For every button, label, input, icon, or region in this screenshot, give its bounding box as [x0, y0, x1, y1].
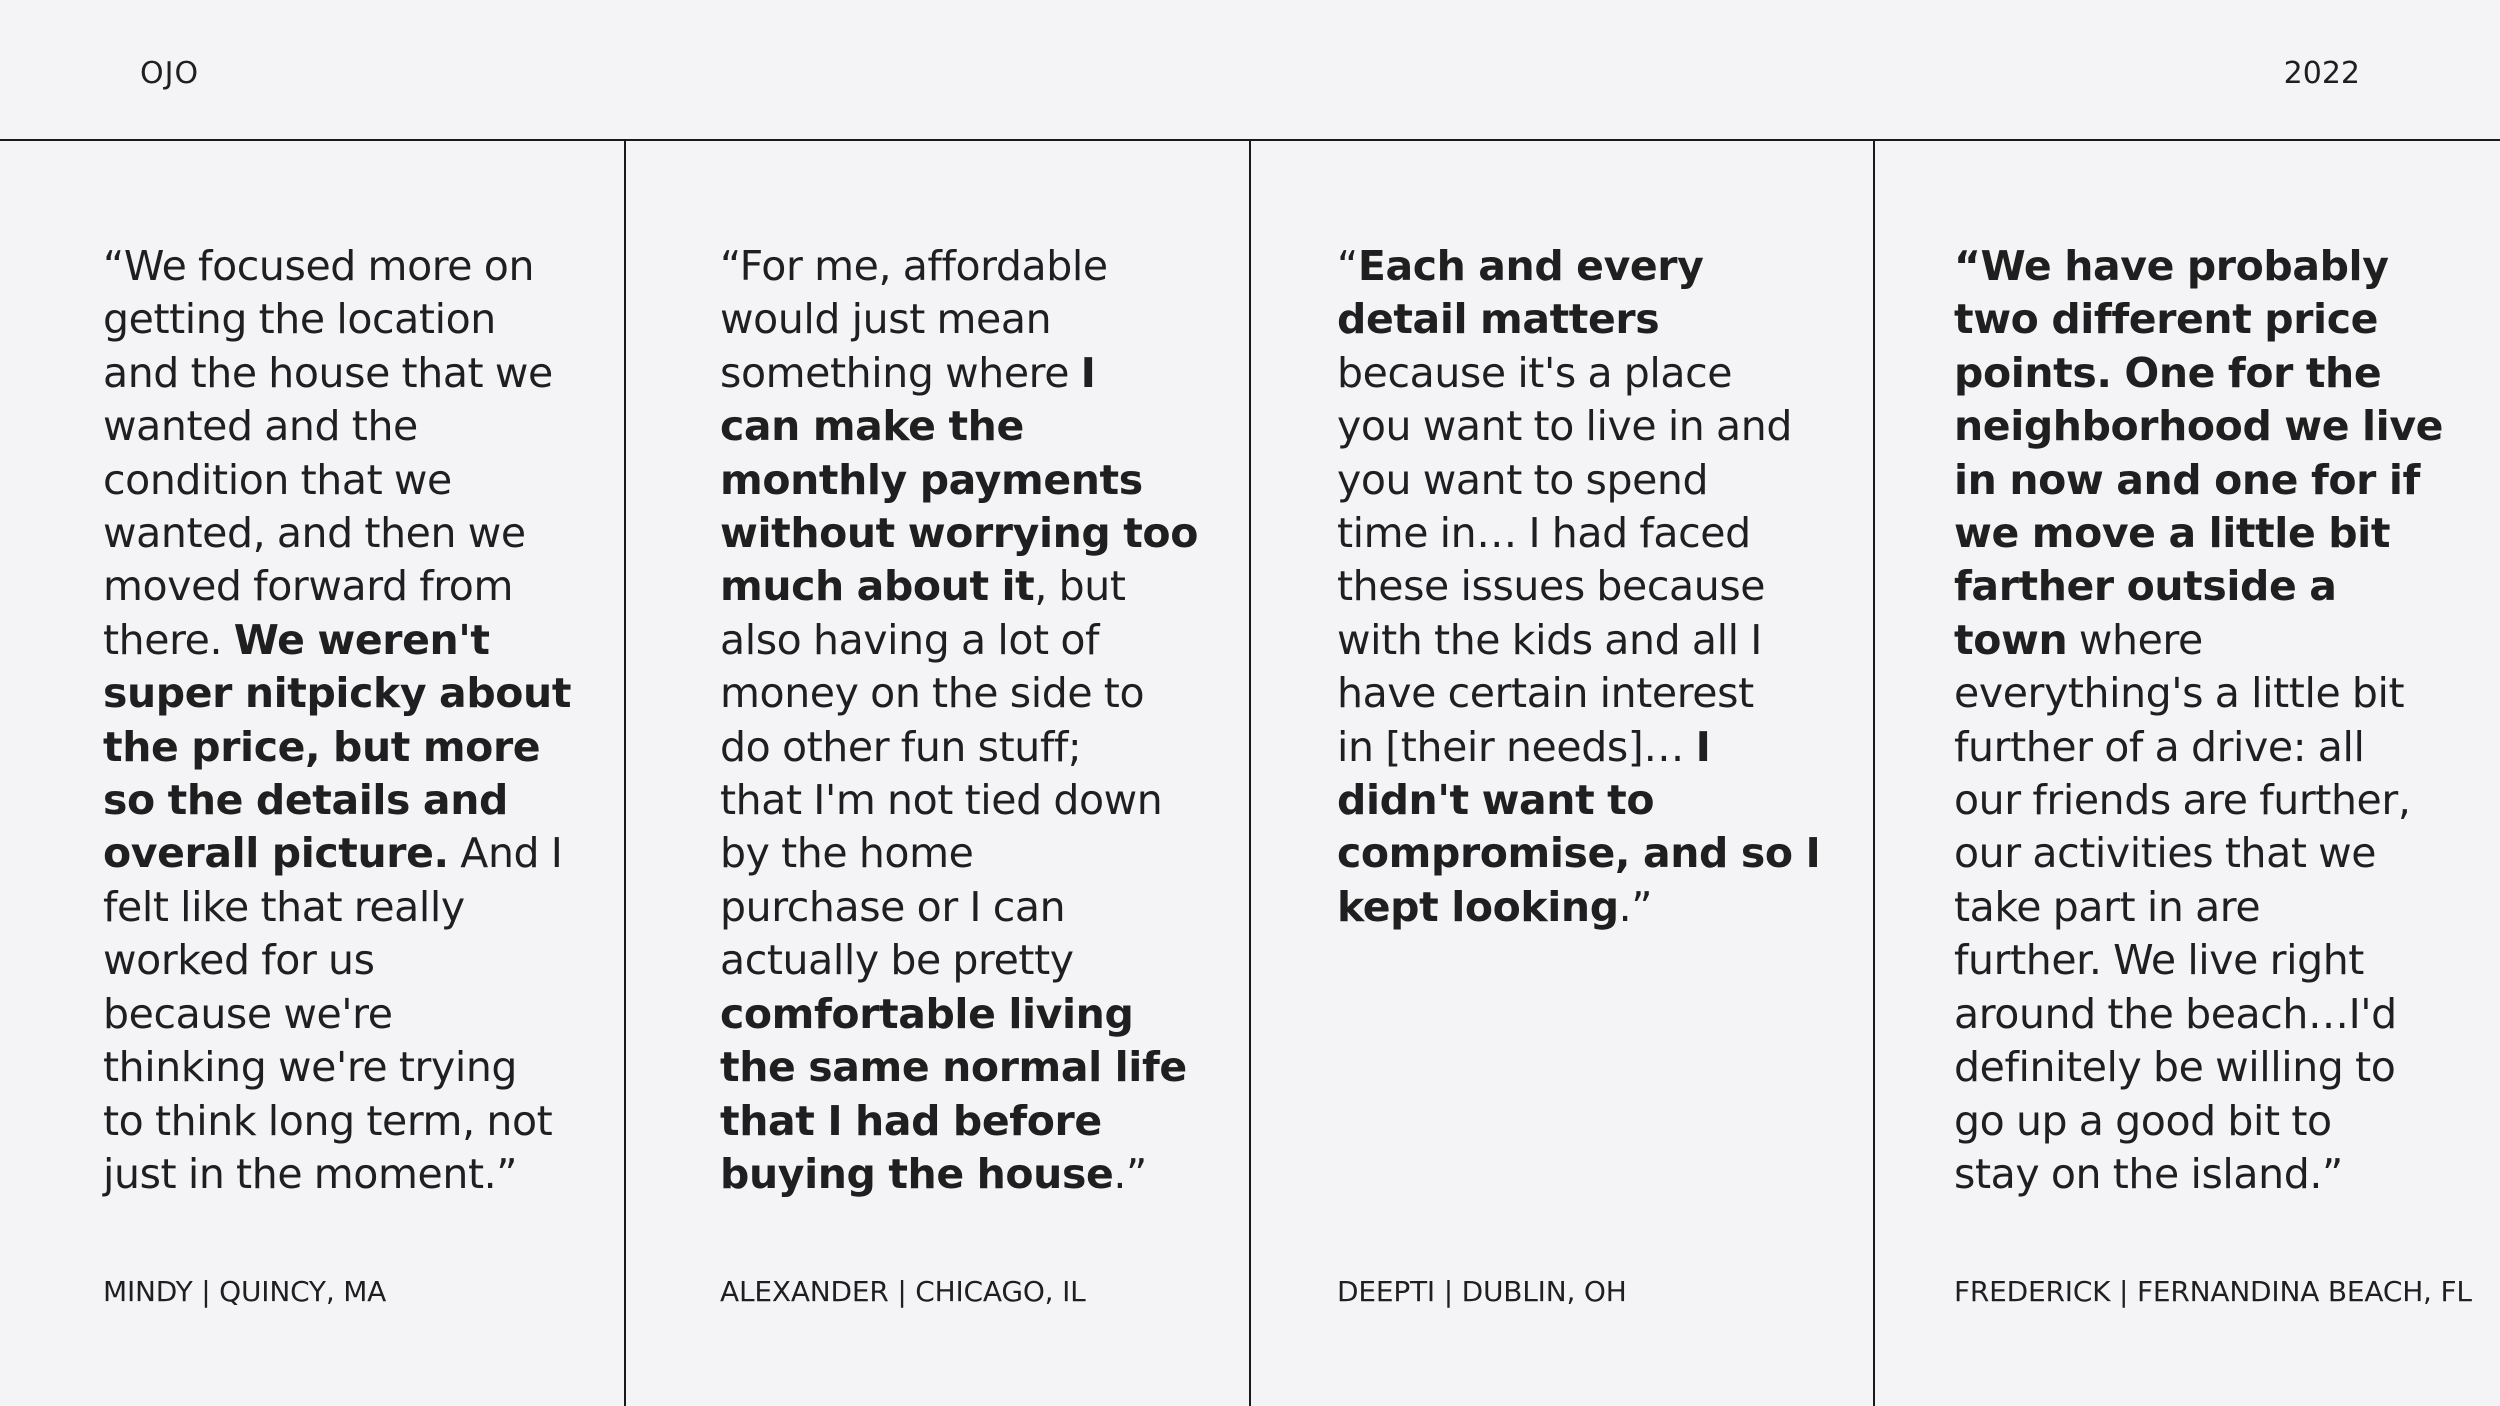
quote-text: [103, 240, 571, 1201]
quote-text: [1954, 240, 2443, 1201]
column-divider: [1873, 141, 1875, 1406]
page-header: [0, 0, 2500, 141]
quote-segment: And I felt like that really worked for us because we're thinking we're trying to think long term, not just in the moment.”: [103, 829, 563, 1198]
quote-segment: .”: [1618, 882, 1653, 931]
quote-attribution: ALEXANDER | CHICAGO, IL: [720, 1275, 1086, 1308]
quote-segment: .”: [1113, 1149, 1147, 1198]
quote-text: [720, 240, 1198, 1201]
quote-highlight: comfortable living the same normal life that I had before buying the house: [720, 989, 1187, 1198]
column-divider: [624, 141, 626, 1406]
quote-highlight: I didn't want to compromise, and so I kept looking: [1337, 722, 1821, 931]
quote-column-4: [1954, 240, 2443, 1201]
quote-text: [1337, 240, 1820, 934]
quote-segment: where everything's a little bit further of a drive: all our friends are further, our activities that we take part in are further. We live right around the beach…I'd definitely be willing to go up a good bit to stay on the island.”: [1954, 615, 2411, 1198]
quote-highlight: “We have probably two different price points. One for the neighborhood we live in now and one for if we move a little bit farther outside a town: [1954, 242, 2444, 664]
quote-column-1: [103, 240, 571, 1201]
brand-logo-text: OJO: [140, 56, 200, 91]
quote-segment: because it's a place you want to live in and you want to spend time in… I had faced these issues because with the kids and all I have certain interest in [their needs]…: [1337, 348, 1792, 771]
quote-highlight: We weren't super nitpicky about the price, but more so the details and overall picture.: [103, 615, 572, 878]
quote-column-2: [720, 240, 1198, 1201]
quote-attribution: DEEPTI | DUBLIN, OH: [1337, 1275, 1627, 1308]
quote-attribution: FREDERICK | FERNANDINA BEACH, FL: [1954, 1275, 2472, 1308]
quote-highlight: Each and every detail matters: [1337, 242, 1704, 344]
year-label: 2022: [2283, 56, 2360, 91]
column-divider: [1249, 141, 1251, 1406]
quote-highlight: I can make the monthly payments without worrying too much about it: [720, 348, 1198, 611]
quote-segment: “For me, affordable would just mean something where: [720, 242, 1108, 397]
quote-column-3: [1337, 240, 1820, 934]
quote-segment: , but also having a lot of money on the side to do other fun stuff; that I'm not tied down by the home purchase or I can actually be pretty: [720, 562, 1163, 985]
quote-segment: “We focused more on getting the location and the house that we wanted and the condition that we wanted, and then we moved forward from there.: [103, 242, 553, 664]
quote-segment: “: [1337, 242, 1358, 290]
quote-attribution: MINDY | QUINCY, MA: [103, 1275, 387, 1308]
